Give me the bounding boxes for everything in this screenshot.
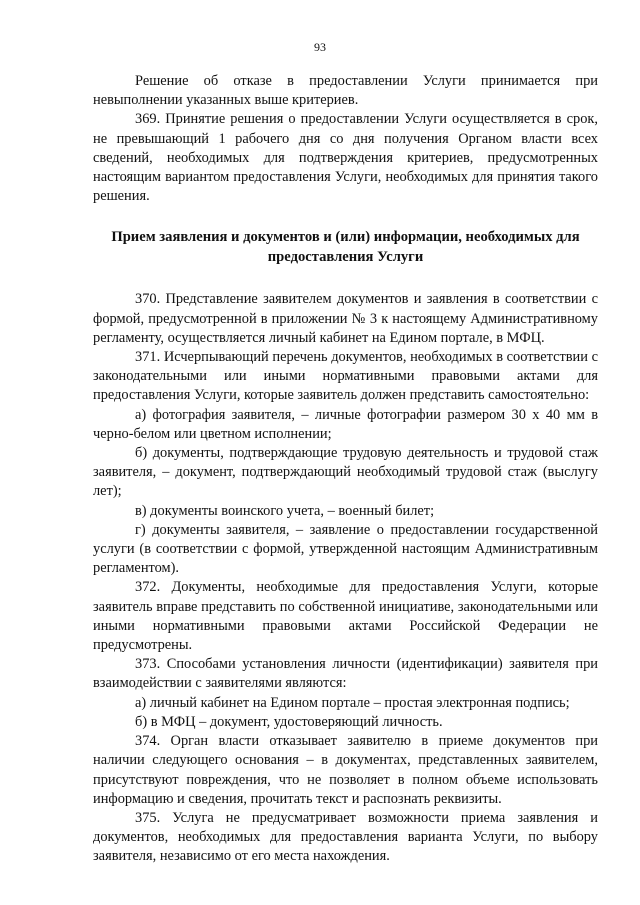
paragraph-369: 369. Принятие решения о предоставлении Услуги осуществляется в срок, не превышающий 1 рабочего дня со дня получения Органом власти всех сведений, необходимых для подтверждения критериев, предусмотренных настоящим вариантом предоставления Услуги, необходимых для принятия такого решения. — [93, 111, 598, 205]
page-number: 93 — [314, 40, 326, 54]
paragraph-372: 372. Документы, необходимые для предоставления Услуги, которые заявитель вправе представить по собственной инициативе, законодательными или иными нормативными правовыми актами Российской Федерации не предусмотрены. — [93, 579, 598, 654]
paragraph-370: 370. Представление заявителем документов и заявления в соответствии с формой, предусмотренной в приложении № 3 к настоящему Административному регламенту, осуществляется личный кабинет на Едином портале, в МФЦ. — [93, 291, 598, 346]
list-item-371-v: в) документы воинского учета, – военный билет; — [135, 502, 435, 519]
list-item-373-a: а) личный кабинет на Едином портале – простая электронная подпись; — [135, 694, 570, 711]
list-item-373-b: б) в МФЦ – документ, удостоверяющий личность. — [135, 713, 443, 730]
paragraph-rejection-decision: Решение об отказе в предоставлении Услуги принимается при невыполнении указанных выше критериев. — [93, 73, 598, 109]
list-item-371-a: а) фотография заявителя, – личные фотографии размером 30 х 40 мм в черно-белом или цветном исполнении; — [93, 406, 598, 442]
paragraph-373: 373. Способами установления личности (идентификации) заявителя при взаимодействии с заявителями являются: — [93, 656, 598, 692]
section-heading: Прием заявления и документов и (или) информации, необходимых для предоставления Услуги — [111, 229, 580, 265]
page-content — [93, 72, 598, 867]
paragraph-375: 375. Услуга не предусматривает возможности приема заявления и документов, необходимых для предоставления варианта Услуги, по выбору заявителя, независимо от его места нахождения. — [93, 809, 598, 865]
paragraph-374: 374. Орган власти отказывает заявителю в приеме документов при наличии следующего основания – в документах, представленных заявителем, присутствуют повреждения, что не позволяет в полном объеме использовать информацию и сведения, прочитать текст и распознать реквизиты. — [93, 733, 598, 807]
list-item-371-g: г) документы заявителя, – заявление о предоставлении государственной услуги (в соответствии с формой, утвержденной настоящим Административным регламентом). — [93, 521, 598, 577]
list-item-371-b: б) документы, подтверждающие трудовую деятельность и трудовой стаж заявителя, – документ, подтверждающий необходимый трудовой стаж (выслугу лет); — [93, 445, 598, 500]
paragraph-371: 371. Исчерпывающий перечень документов, необходимых в соответствии с законодательными или иными нормативными правовыми актами для предоставления Услуги, которые заявитель должен представить самостоятельно: — [93, 349, 598, 404]
